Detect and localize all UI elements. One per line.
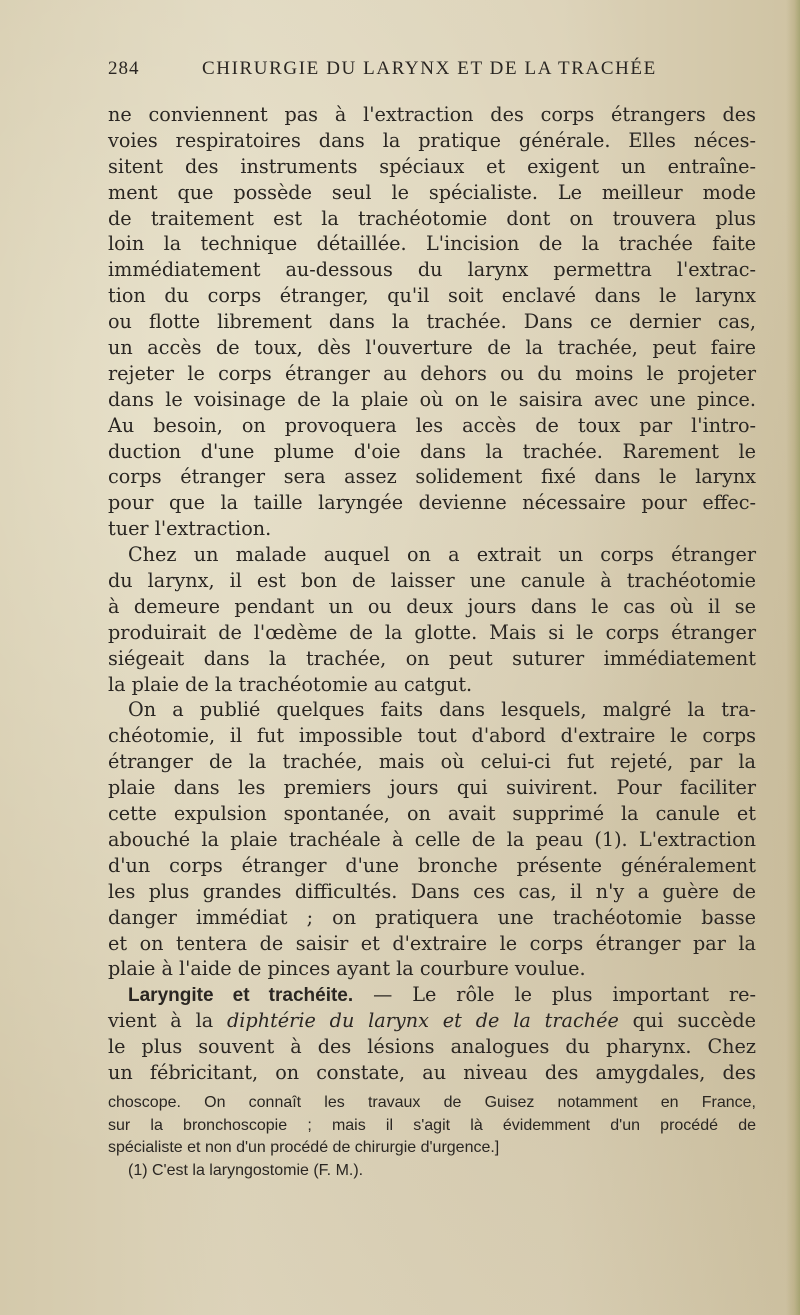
footnote-line: sur la bronchoscopie ; mais il s'agit là évidemment d'un procédé de xyxy=(108,1116,756,1134)
text-line: corps étranger sera assez solidement fixé dans le larynx xyxy=(108,465,756,489)
text-line: chéotomie, il fut impossible tout d'abord d'extraire le corps xyxy=(108,724,756,748)
text-line: d'un corps étranger d'une bronche présente généralement xyxy=(108,853,756,877)
text-line: voies respiratoires dans la pratique générale. Elles néces- xyxy=(108,128,756,152)
text-line: rejeter le corps étranger au dehors ou du moins le projeter xyxy=(108,361,756,385)
text-line: sitent des instruments spéciaux et exigent un entraîne- xyxy=(108,154,756,178)
text-line: le plus souvent à des lésions analogues du pharynx. Chez xyxy=(108,1035,756,1059)
running-header xyxy=(108,58,756,84)
text-line: Chez un malade auquel on a extrait un corps étranger xyxy=(128,543,756,567)
laryngite-text: vient à la xyxy=(108,1009,228,1033)
text-line: abouché la plaie trachéale à celle de la peau (1). L'extraction xyxy=(108,827,756,851)
text-line: loin la technique détaillée. L'incision de la trachée faite xyxy=(108,232,756,256)
text-line: produirait de l'œdème de la glotte. Mais si le corps étranger xyxy=(108,620,756,644)
section-heading: Laryngite et trachéite. xyxy=(128,985,354,1007)
text-line: cette expulsion spontanée, on avait supprimé la canule et xyxy=(108,802,756,826)
page-number: 284 xyxy=(108,58,140,79)
text-line: de traitement est la trachéotomie dont on trouvera plus xyxy=(108,206,756,230)
body-text xyxy=(108,102,756,1086)
text-line: duction d'une plume d'oie dans la trachée. Rarement le xyxy=(108,439,756,463)
text-line: la plaie de la trachéotomie au catgut. xyxy=(108,672,473,696)
text-line: danger immédiat ; on pratiquera une trachéotomie basse xyxy=(108,905,756,929)
text-line: siégeait dans la trachée, on peut suturer immédiatement xyxy=(108,646,756,670)
laryngite-line-1 xyxy=(108,982,756,1008)
text-line: tion du corps étranger, qu'il soit enclavé dans le larynx xyxy=(108,284,756,308)
laryngite-text: — Le rôle le plus important re- xyxy=(353,983,756,1007)
italic-term: diphtérie du larynx et de la trachée xyxy=(227,1009,619,1033)
text-line: et on tentera de saisir et d'extraire le corps étranger par la xyxy=(108,931,756,955)
text-line: tuer l'extraction. xyxy=(108,517,272,541)
text-line: ne conviennent pas à l'extraction des corps étrangers des xyxy=(108,103,756,126)
text-line: du larynx, il est bon de laisser une canule à trachéotomie xyxy=(108,569,756,593)
text-line: On a publié quelques faits dans lesquels, malgré la tra- xyxy=(128,698,756,722)
text-line: ment que possède seul le spécialiste. Le meilleur mode xyxy=(108,180,756,204)
text-line: plaie à l'aide de pinces ayant la courbure voulue. xyxy=(108,957,586,981)
text-line: Au besoin, on provoquera les accès de toux par l'intro- xyxy=(108,413,756,437)
text-line: un accès de toux, dès l'ouverture de la trachée, peut faire xyxy=(108,336,756,360)
text-line: un fébricitant, on constate, au niveau des amygdales, des xyxy=(108,1060,756,1084)
text-line: dans le voisinage de la plaie où on le saisira avec une pince. xyxy=(108,387,756,411)
footnote-line: spécialiste et non d'un procédé de chirurgie d'urgence.] xyxy=(108,1139,500,1156)
page-edge-shadow xyxy=(786,0,800,1315)
text-line: plaie dans les premiers jours qui suivirent. Pour faciliter xyxy=(108,776,756,800)
text-line: pour que la taille laryngée devienne nécessaire pour effec- xyxy=(108,491,756,515)
text-line: ou flotte librement dans la trachée. Dans ce dernier cas, xyxy=(108,310,756,334)
footnote-line: choscope. On connaît les travaux de Guisez notamment en France, xyxy=(108,1094,756,1111)
text-line: à demeure pendant un ou deux jours dans le cas où il se xyxy=(108,594,756,618)
laryngite-line-2 xyxy=(108,1008,756,1034)
text-line: immédiatement au-dessous du larynx permettra l'extrac- xyxy=(108,258,756,282)
text-line: étranger de la trachée, mais où celui-ci fut rejeté, par la xyxy=(108,750,756,774)
footnote-line: (1) C'est la laryngostomie (F. M.). xyxy=(128,1161,364,1179)
text-line: les plus grandes difficultés. Dans ces cas, il n'y a guère de xyxy=(108,879,756,903)
running-title: CHIRURGIE DU LARYNX ET DE LA TRACHÉE xyxy=(202,58,657,79)
laryngite-text: qui succède xyxy=(618,1009,757,1033)
footnotes xyxy=(108,1092,756,1182)
